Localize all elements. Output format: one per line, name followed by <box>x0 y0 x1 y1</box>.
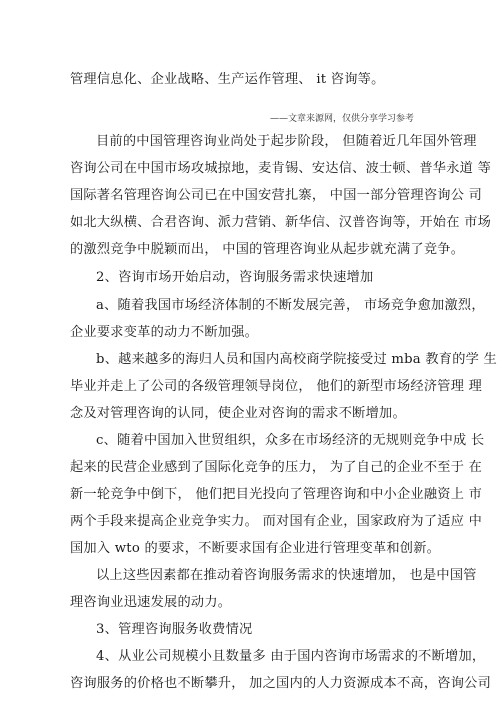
text-line-2: 目前的中国管理咨询业尚处于起步阶段， 但随着近几年国外管理 <box>96 134 477 149</box>
text-line-17: 国加入 wto 的要求，不断要求国有企业进行管理变革和创新。 <box>70 541 441 556</box>
text-line-14: 起来的民营企业感到了国际化竞争的压力， 为了自己的企业不至于 在 <box>70 460 483 475</box>
text-line-19: 理咨询业迅速发展的动力。 <box>70 595 232 610</box>
text-line-8: a、随着我国市场经济体制的不断发展完善， 市场竞争愈加激烈， <box>96 298 485 313</box>
text-line-11: 毕业并走上了公司的各级管理领导岗位， 他们的新型市场经济管理 理 <box>70 379 483 394</box>
text-line-10: b、越来越多的海归人员和国内高校商学院接受过 mba 教育的学 生 <box>96 352 497 367</box>
text-line-5: 如北大纵横、合君咨询、派力营销、新华信、汉普咨询等，开始在 市场 <box>70 215 492 230</box>
text-line-16: 两个手段来提高企业竞争实力。 而对国有企业，国家政府为了适应 中 <box>70 514 483 529</box>
text-line-18: 以上这些因素都在推动着咨询服务需求的快速增加， 也是中国管 <box>96 568 477 583</box>
source-note: ——文章来源网，仅供分享学习参考 <box>269 114 414 124</box>
section-heading-2: 2、咨询市场开始启动，咨询服务需求快速增加 <box>96 270 374 285</box>
text-line-13: c、随着中国加入世贸组织，众多在市场经济的无规则竞争中成 长 <box>96 433 485 448</box>
text-line-4: 国际著名管理咨询公司已在中国安营扎寨， 中国一部分管理咨询公 司 <box>70 188 483 203</box>
section-heading-3: 3、管理咨询服务收费情况 <box>96 622 253 637</box>
text-line-12: 念及对管理咨询的认同，使企业对咨询的需求不断增加。 <box>70 406 406 421</box>
text-line-15: 新一轮竞争中倒下， 他们把目光投向了管理咨询和中小企业融资上 市 <box>70 487 483 502</box>
text-line-3: 咨询公司在中国市场攻城掠地，麦肯锡、安达信、波士顿、普华永道 等 <box>70 161 492 176</box>
text-line-22: 咨询服务的价格也不断攀升， 加之国内的人力资源成本不高，咨询公司 <box>70 676 492 691</box>
text-line-6: 的激烈竞争中脱颖而出， 中国的管理咨询业从起步就充满了竞争。 <box>70 242 465 257</box>
text-line-9: 企业要求变革的动力不断加强。 <box>70 325 259 340</box>
text-line-1: 管理信息化、企业战略、生产运作管理、 it 咨询等。 <box>70 72 385 87</box>
section-heading-4: 4、从业公司规模小且数量多 由于国内咨询市场需求的不断增加， <box>96 649 486 664</box>
